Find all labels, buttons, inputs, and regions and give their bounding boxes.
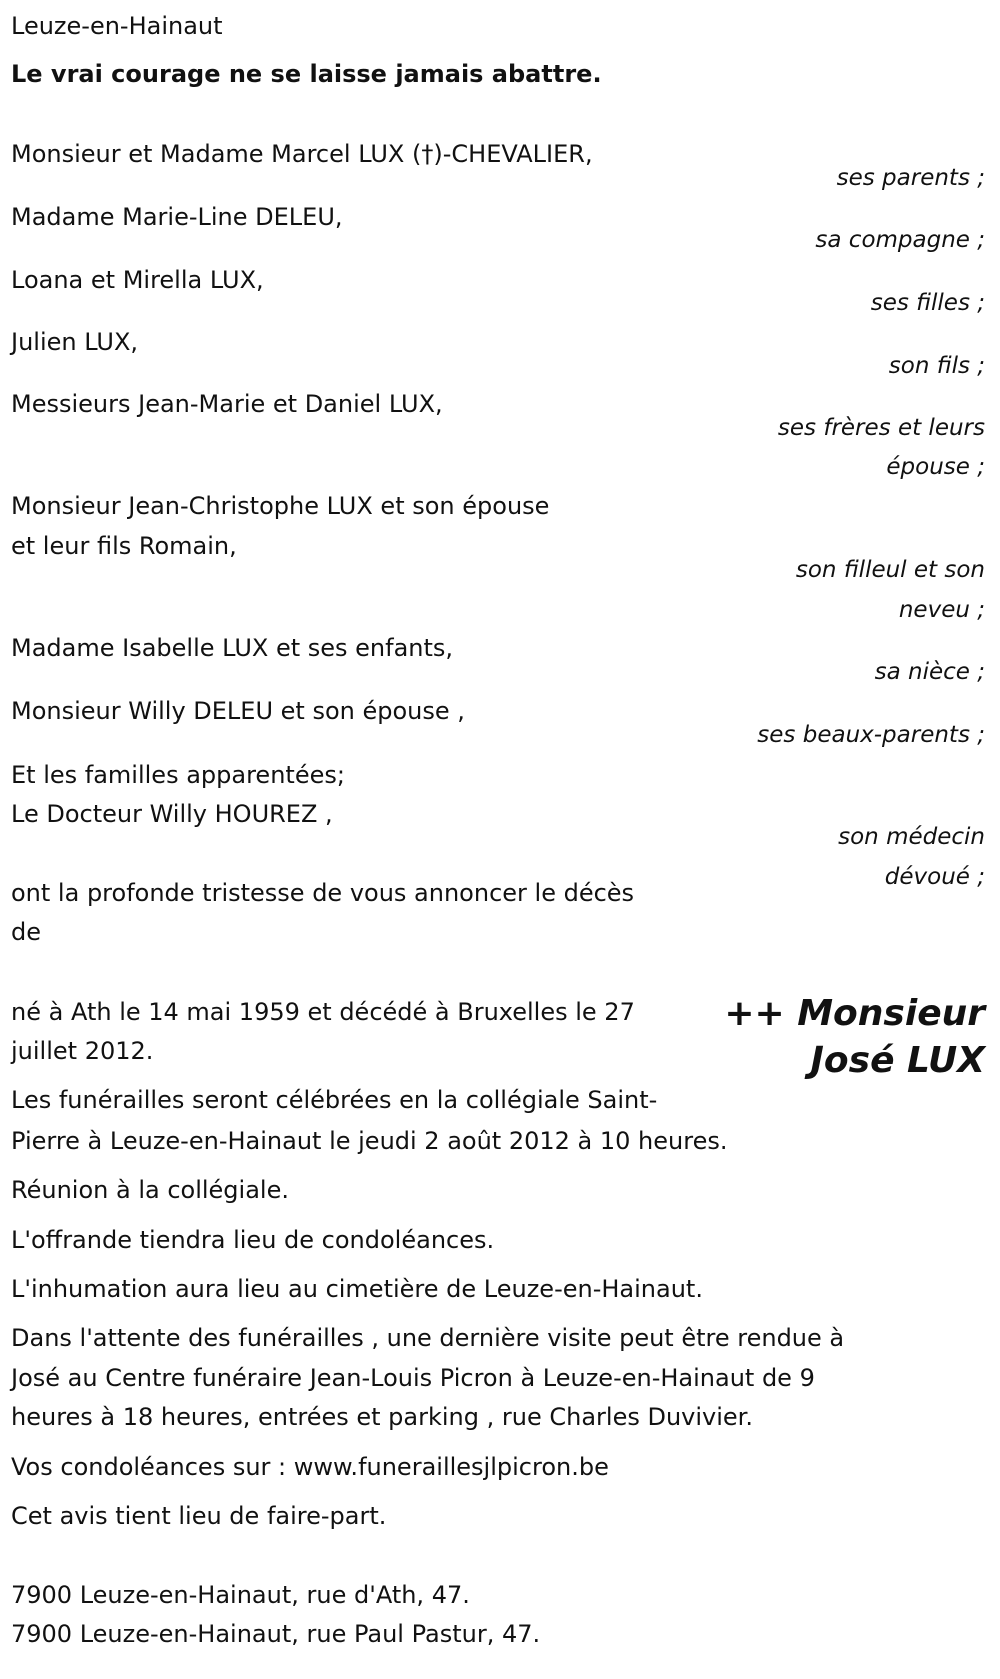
deceased-title: ++ Monsieur [724, 993, 985, 1034]
condolences-link[interactable]: Vos condoléances sur : www.funeraillesjlpicron.be [11, 1453, 609, 1481]
funeral-details: Les funérailles seront célébrées en la collégiale Saint- [11, 1086, 658, 1114]
family-name: Messieurs Jean-Marie et Daniel LUX, [11, 390, 443, 418]
family-name: Monsieur et Madame Marcel LUX (†)-CHEVALIER, [11, 140, 593, 168]
motto: Le vrai courage ne se laisse jamais abattre. [11, 60, 602, 88]
family-relation: neveu ; [898, 597, 985, 623]
birth-death-text: juillet 2012. [11, 1037, 154, 1065]
family-relation: sa compagne ; [815, 227, 985, 253]
address: 7900 Leuze-en-Hainaut, rue d'Ath, 47. [11, 1581, 470, 1609]
deceased-name: José LUX [810, 1040, 985, 1081]
offering-info: L'offrande tiendra lieu de condoléances. [11, 1226, 495, 1254]
family-relation: épouse ; [886, 454, 985, 480]
family-name: Le Docteur Willy HOUREZ , [11, 800, 333, 828]
family-name: Madame Marie-Line DELEU, [11, 203, 343, 231]
family-name: Madame Isabelle LUX et ses enfants, [11, 634, 454, 662]
family-name: et leur fils Romain, [11, 532, 237, 560]
family-relation: ses beaux-parents ; [757, 722, 985, 748]
family-relation: sa nièce ; [874, 659, 985, 685]
family-name: Julien LUX, [11, 328, 139, 356]
family-name: Et les familles apparentées; [11, 761, 345, 789]
visit-info: heures à 18 heures, entrées et parking , rue Charles Duvivier. [11, 1403, 753, 1431]
address: 7900 Leuze-en-Hainaut, rue Paul Pastur, 47. [11, 1620, 541, 1648]
family-name: Monsieur Willy DELEU et son épouse , [11, 697, 465, 725]
visit-info: Dans l'attente des funérailles , une dernière visite peut être rendue à [11, 1324, 845, 1352]
family-relation: ses parents ; [836, 165, 985, 191]
birth-death-text: né à Ath le 14 mai 1959 et décédé à Bruxelles le 27 [11, 998, 635, 1026]
burial-info: L'inhumation aura lieu au cimetière de Leuze-en-Hainaut. [11, 1275, 703, 1303]
announcement-text: ont la profonde tristesse de vous annoncer le décès [11, 879, 635, 907]
visit-info: José au Centre funéraire Jean-Louis Picron à Leuze-en-Hainaut de 9 [11, 1364, 815, 1392]
place-heading: Leuze-en-Hainaut [11, 12, 223, 40]
family-relation: ses frères et leurs [777, 415, 985, 441]
funeral-details: Pierre à Leuze-en-Hainaut le jeudi 2 août 2012 à 10 heures. [11, 1127, 728, 1155]
family-relation: dévoué ; [884, 864, 985, 890]
family-relation: son fils ; [888, 353, 985, 379]
announcement-text: de [11, 918, 41, 946]
family-relation: son filleul et son [795, 557, 985, 583]
family-relation: ses filles ; [870, 290, 985, 316]
family-relation: son médecin [838, 824, 985, 850]
gathering-info: Réunion à la collégiale. [11, 1176, 289, 1204]
family-name: Loana et Mirella LUX, [11, 266, 264, 294]
family-name: Monsieur Jean-Christophe LUX et son épouse [11, 492, 550, 520]
notice-text: Cet avis tient lieu de faire-part. [11, 1502, 387, 1530]
